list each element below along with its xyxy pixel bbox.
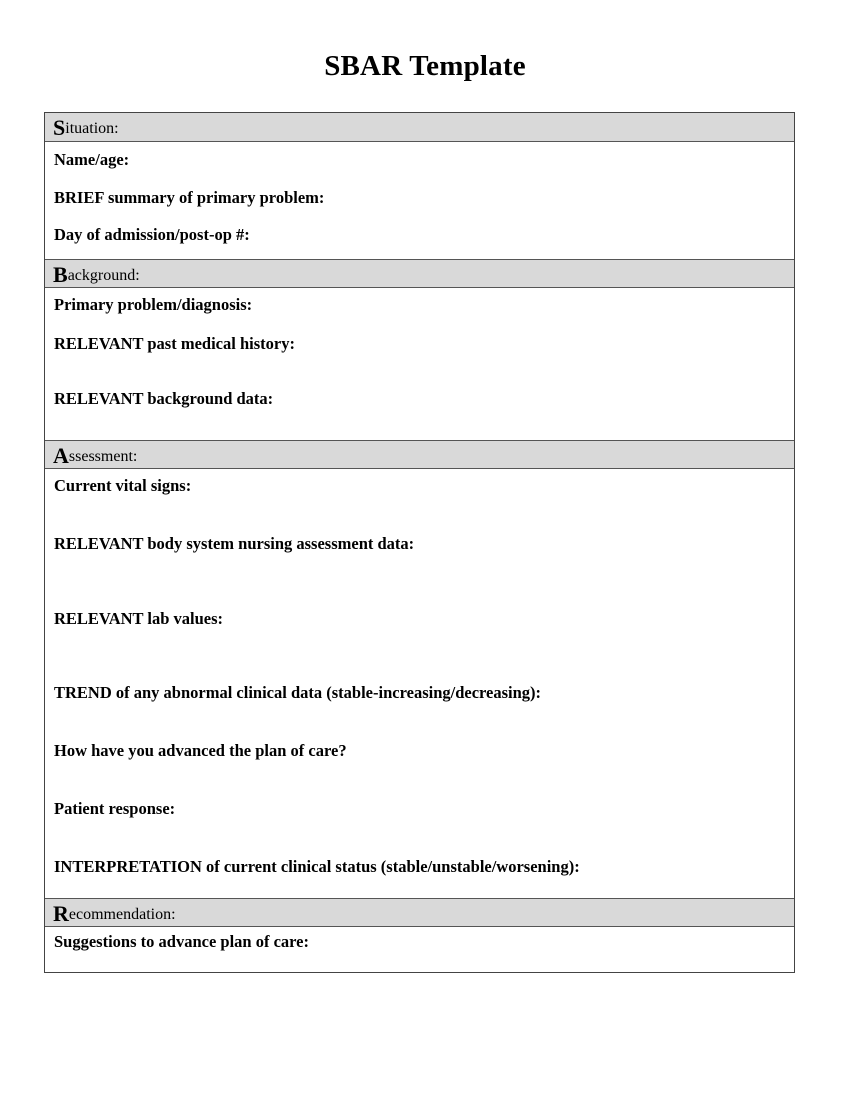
section-header-label: ackground: <box>67 266 140 284</box>
section-assessment <box>45 440 794 898</box>
section-recommendation <box>45 898 794 972</box>
field-label-current-vital-signs: Current vital signs: <box>54 476 192 495</box>
section-header-label: ituation: <box>65 120 119 137</box>
page-title: SBAR Template <box>324 50 526 82</box>
section-dropcap-letter: B <box>53 261 68 287</box>
section-dropcap-letter: S <box>53 115 66 140</box>
section-body-recommendation[interactable] <box>45 927 794 972</box>
section-header-situation <box>45 113 794 142</box>
field-label-trend-abnormal-data: TREND of any abnormal clinical data (stable-increasing/decreasing): <box>54 682 542 702</box>
section-dropcap-letter: R <box>53 900 69 926</box>
field-label-interpretation-status: INTERPRETATION of current clinical status (stable/unstable/worsening): <box>54 857 580 876</box>
field-label-brief-summary: BRIEF summary of primary problem: <box>54 187 325 207</box>
section-dropcap-letter: A <box>53 442 69 468</box>
section-header-recommendation <box>45 898 794 927</box>
field-label-lab-values: RELEVANT lab values: <box>54 609 224 628</box>
section-background <box>45 259 794 440</box>
section-body-background[interactable] <box>45 288 794 440</box>
field-label-day-of-admission: Day of admission/post-op #: <box>54 225 250 244</box>
field-label-patient-response: Patient response: <box>54 798 176 818</box>
section-header-background <box>45 259 794 288</box>
field-label-name-age: Name/age: <box>54 150 130 169</box>
field-label-past-medical-history: RELEVANT past medical history: <box>54 333 295 353</box>
field-label-advanced-plan-of-care: How have you advanced the plan of care? <box>54 741 347 760</box>
sbar-form-table <box>44 112 795 973</box>
field-label-nursing-assessment-data: RELEVANT body system nursing assessment data: <box>54 533 415 553</box>
section-body-assessment[interactable] <box>45 469 794 898</box>
section-header-label: ecommendation: <box>68 905 176 923</box>
field-label-primary-problem: Primary problem/diagnosis: <box>54 295 253 314</box>
field-label-suggestions-plan-of-care: Suggestions to advance plan of care: <box>54 932 309 951</box>
section-header-label: ssessment: <box>68 447 138 465</box>
section-body-situation[interactable] <box>45 142 794 259</box>
section-header-assessment <box>45 440 794 469</box>
section-situation <box>45 113 794 259</box>
field-label-background-data: RELEVANT background data: <box>54 389 274 408</box>
